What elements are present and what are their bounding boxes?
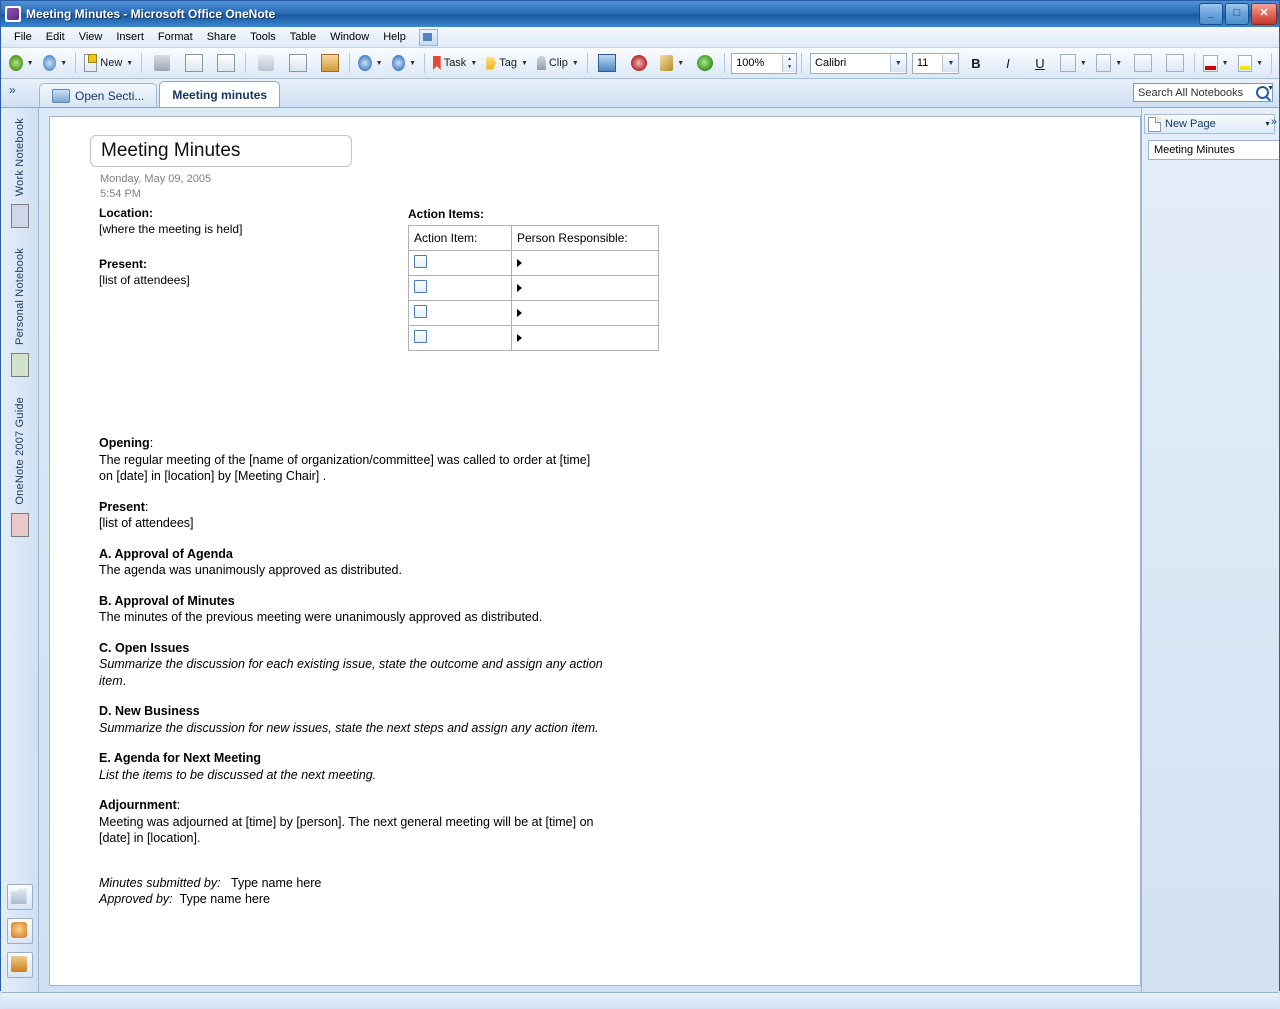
undo-icon bbox=[358, 55, 372, 71]
action-item-cell[interactable] bbox=[409, 276, 512, 301]
zoom-up-icon[interactable]: ▲ bbox=[787, 55, 793, 62]
notebook-onenote-guide[interactable] bbox=[8, 393, 32, 537]
section-e-heading: E. Agenda for Next Meeting bbox=[99, 751, 262, 765]
numbering-icon bbox=[1096, 54, 1111, 72]
search-input[interactable] bbox=[1133, 83, 1273, 102]
toolbar-separator bbox=[141, 53, 142, 73]
search-icon[interactable] bbox=[1254, 85, 1274, 100]
minutes-body[interactable]: Opening: The regular meeting of the [name of organization/committee] was called to order at [time] on [date] in [location] by [Meeting Chair] . Present: [list of attendees] A. Approval of Agenda The agenda was unanimously approved as distributed. B. Approval of Minutes The minutes of the previous meeting were unanimously approved as distributed. C. Open Issues Summarize the discussion for each existing issue, state the outcome and assign any action item. D. New Business Summarize the discussion for new issues, state the next steps and assign any action item. E. Agenda for Next Meeting List the items to be discussed at the next meeting. Adjournment: Meeting was adjourned at [time] by [person]. The next general meeting will be at [time] on [date] in [location]. Minutes submitted by: Type name here Approved by: Type name here bbox=[99, 435, 779, 908]
approved-by-value[interactable]: Type name here bbox=[179, 892, 270, 906]
person-responsible-cell[interactable] bbox=[512, 326, 659, 351]
back-dropdown-icon[interactable]: ▼ bbox=[26, 59, 34, 67]
pen-icon bbox=[660, 55, 674, 71]
notebook-personal-color-swatch bbox=[11, 353, 29, 377]
title-bar bbox=[1, 1, 1279, 27]
contact-arrow-icon bbox=[517, 334, 522, 342]
checkbox-icon[interactable] bbox=[414, 330, 427, 343]
tag-dropdown-icon[interactable]: ▼ bbox=[520, 59, 528, 67]
flag-icon bbox=[433, 56, 441, 70]
opening-text-line-1: The regular meeting of the [name of organization/committee] was called to order at [time] bbox=[99, 452, 591, 467]
new-page-button[interactable] bbox=[1144, 114, 1275, 134]
adjournment-text-line-1: Meeting was adjourned at [time] by [person]. The next general meeting will be at [time] on bbox=[99, 814, 594, 829]
section-c-text-period: . bbox=[122, 673, 127, 688]
tab-open-section-label: Open Secti... bbox=[75, 88, 145, 103]
redo-button[interactable] bbox=[388, 50, 421, 76]
font-size-combo[interactable] bbox=[912, 53, 960, 74]
maximize-button[interactable]: □ bbox=[1225, 3, 1249, 25]
table-header-row bbox=[409, 226, 659, 251]
notebook-personal[interactable] bbox=[8, 244, 32, 377]
action-items-table[interactable] bbox=[408, 225, 659, 351]
copy-button[interactable] bbox=[282, 50, 313, 76]
toolbar-separator bbox=[1271, 53, 1272, 73]
section-c-text-line-2: item bbox=[99, 673, 123, 688]
toolbar-separator bbox=[349, 53, 350, 73]
zoom-down-icon[interactable]: ▼ bbox=[787, 64, 793, 70]
bold-button[interactable]: B bbox=[971, 55, 981, 71]
tag-icon bbox=[486, 57, 496, 70]
menu-insert[interactable]: Insert bbox=[116, 31, 144, 43]
zoom-combo[interactable] bbox=[731, 53, 797, 74]
contact-arrow-icon bbox=[517, 309, 522, 317]
numbering-button[interactable] bbox=[1092, 50, 1126, 76]
back-icon bbox=[9, 55, 23, 71]
toolbar-separator bbox=[75, 53, 76, 73]
zoom-spinner[interactable] bbox=[782, 55, 796, 72]
redo-dropdown-icon[interactable]: ▼ bbox=[409, 59, 417, 67]
pen-dropdown-icon[interactable]: ▼ bbox=[677, 59, 685, 67]
navigation-expand-icon[interactable]: » bbox=[9, 83, 16, 97]
checkbox-icon[interactable] bbox=[414, 255, 427, 268]
horizontal-scrollbar[interactable] bbox=[1, 992, 1279, 1009]
find-icon bbox=[697, 55, 713, 71]
checkbox-icon[interactable] bbox=[414, 305, 427, 318]
checkbox-icon[interactable] bbox=[414, 280, 427, 293]
font-color-button[interactable] bbox=[1199, 50, 1232, 76]
adjournment-text-line-2: [date] in [location]. bbox=[99, 831, 201, 845]
workspace bbox=[1, 108, 1279, 992]
bullets-dropdown-icon[interactable]: ▼ bbox=[1079, 59, 1087, 67]
table-row[interactable] bbox=[409, 301, 659, 326]
clip-dropdown-icon[interactable]: ▼ bbox=[571, 59, 579, 67]
all-notebooks-icon bbox=[11, 956, 27, 972]
task-dropdown-icon[interactable]: ▼ bbox=[470, 59, 478, 67]
new-dropdown-icon[interactable]: ▼ bbox=[126, 59, 134, 67]
highlight-button[interactable] bbox=[1234, 50, 1267, 76]
font-name-value[interactable]: Calibri bbox=[815, 56, 847, 69]
section-a-heading: A. Approval of Agenda bbox=[99, 546, 233, 561]
toolbar-separator bbox=[245, 53, 246, 73]
numbering-dropdown-icon[interactable]: ▼ bbox=[1115, 59, 1123, 67]
printer-icon bbox=[154, 55, 170, 71]
underline-button[interactable]: U bbox=[1035, 55, 1045, 71]
section-tab-strip bbox=[1, 79, 1279, 108]
present-value: [list of attendees] bbox=[99, 273, 190, 287]
page-title: Meeting Minutes bbox=[101, 140, 241, 161]
undo-dropdown-icon[interactable]: ▼ bbox=[375, 59, 383, 67]
page-list-item-label: Meeting Minutes bbox=[1154, 144, 1235, 156]
cut-button[interactable] bbox=[250, 50, 281, 76]
location-label: Location: bbox=[99, 206, 153, 220]
section-e-text: List the items to be discussed at the next meeting. bbox=[99, 767, 377, 782]
menu-edit[interactable]: Edit bbox=[45, 31, 65, 43]
picture-icon bbox=[598, 54, 616, 72]
decrease-indent-icon bbox=[1134, 54, 1152, 72]
navigation-bottom-buttons bbox=[7, 884, 33, 992]
print-button[interactable] bbox=[146, 50, 177, 76]
section-a-text: The agenda was unanimously approved as distributed. bbox=[99, 563, 402, 577]
action-item-cell[interactable] bbox=[409, 251, 512, 276]
font-name-dropdown-icon[interactable]: ▼ bbox=[890, 55, 906, 72]
bullets-icon bbox=[1060, 54, 1075, 72]
new-page-icon bbox=[1148, 117, 1161, 132]
unfiled-notes-icon bbox=[11, 888, 27, 904]
font-size-value[interactable]: 11 bbox=[916, 56, 929, 69]
action-item-cell[interactable] bbox=[409, 326, 512, 351]
toolbar-separator bbox=[801, 53, 802, 73]
window-controls bbox=[1199, 3, 1277, 25]
find-button[interactable] bbox=[689, 50, 720, 76]
font-name-combo[interactable] bbox=[810, 53, 907, 74]
section-b-heading: B. Approval of Minutes bbox=[99, 593, 235, 608]
close-button[interactable]: ✕ bbox=[1251, 3, 1277, 25]
insert-picture-button[interactable] bbox=[592, 50, 623, 76]
menu-share[interactable]: Share bbox=[206, 31, 237, 43]
person-responsible-cell[interactable] bbox=[512, 251, 659, 276]
menu-view[interactable]: View bbox=[78, 31, 103, 43]
toolbar-separator bbox=[424, 53, 425, 73]
minimize-button[interactable]: _ bbox=[1199, 3, 1223, 25]
menu-table[interactable]: Table bbox=[289, 31, 317, 43]
new-page-label: New Page bbox=[1165, 118, 1216, 130]
print-preview-button[interactable] bbox=[178, 50, 209, 76]
table-row[interactable] bbox=[409, 251, 659, 276]
bullets-button[interactable] bbox=[1056, 50, 1090, 76]
recycle-bin-button[interactable] bbox=[7, 918, 33, 944]
opening-heading: Opening bbox=[99, 436, 150, 450]
notebook-work-color-swatch bbox=[11, 204, 29, 228]
adjournment-heading: Adjournment bbox=[99, 798, 177, 812]
list-item[interactable] bbox=[1148, 140, 1279, 160]
tab-meeting-minutes-label: Meeting minutes bbox=[172, 87, 268, 102]
decrease-indent-button[interactable] bbox=[1127, 50, 1158, 76]
person-responsible-cell[interactable] bbox=[512, 301, 659, 326]
unfiled-notes-button[interactable] bbox=[7, 884, 33, 910]
record-icon bbox=[631, 55, 647, 71]
tag-button-label: Tag bbox=[499, 57, 517, 69]
all-notebooks-button[interactable] bbox=[7, 952, 33, 978]
task-button[interactable] bbox=[429, 50, 481, 76]
font-size-dropdown-icon[interactable]: ▼ bbox=[942, 55, 958, 72]
location-value: [where the meeting is held] bbox=[99, 222, 243, 236]
section-d-heading: D. New Business bbox=[99, 704, 200, 718]
page-list-pane bbox=[1141, 108, 1279, 992]
menu-bar bbox=[1, 27, 1279, 48]
location-block[interactable] bbox=[99, 205, 242, 237]
new-button[interactable] bbox=[80, 50, 137, 76]
menu-format[interactable]: Format bbox=[157, 31, 193, 43]
search-input-value: Search All Notebooks bbox=[1138, 86, 1244, 99]
task-button-label: Task bbox=[443, 57, 467, 69]
page-date[interactable]: Monday, May 09, 2005 bbox=[100, 173, 212, 185]
envelope-icon bbox=[217, 54, 235, 72]
menu-window[interactable]: Window bbox=[330, 31, 370, 43]
open-section-icon bbox=[52, 89, 70, 103]
submitted-by-label: Minutes submitted by: bbox=[99, 875, 221, 890]
tag-button[interactable] bbox=[482, 50, 532, 76]
section-c-text-line-1: Summarize the discussion for each existing issue, state the outcome and assign any action bbox=[99, 657, 603, 671]
action-item-cell[interactable] bbox=[409, 301, 512, 326]
forward-icon bbox=[43, 55, 57, 71]
new-page-icon bbox=[84, 54, 97, 72]
print-preview-icon bbox=[185, 54, 203, 72]
notebook-navigation-bar bbox=[1, 108, 39, 992]
page-title-box[interactable] bbox=[90, 135, 352, 167]
notebook-work[interactable] bbox=[8, 114, 32, 228]
present-text: [list of attendees] bbox=[99, 516, 194, 530]
page-list-expand-icon[interactable]: » bbox=[1270, 116, 1277, 128]
note-page[interactable] bbox=[49, 116, 1141, 986]
action-items-heading: Action Items: bbox=[408, 207, 485, 221]
forward-button[interactable] bbox=[39, 50, 72, 76]
toolbar-separator bbox=[1194, 53, 1195, 73]
send-to-onenote-icon[interactable] bbox=[419, 29, 438, 46]
notebook-onenote-guide-label: OneNote 2007 Guide bbox=[13, 397, 26, 505]
clip-button[interactable] bbox=[533, 50, 583, 76]
new-button-label: New bbox=[100, 57, 123, 69]
italic-button[interactable]: I bbox=[1006, 55, 1010, 71]
onenote-app-icon bbox=[5, 6, 21, 22]
section-c-heading: C. Open Issues bbox=[99, 640, 190, 655]
present-label: Present: bbox=[99, 257, 148, 271]
paste-icon bbox=[321, 54, 339, 72]
scissors-icon bbox=[258, 55, 274, 71]
submitted-by-value[interactable]: Type name here bbox=[231, 875, 322, 890]
contact-arrow-icon bbox=[517, 259, 522, 267]
tab-open-section[interactable] bbox=[39, 83, 157, 107]
column-header-action-item: Action Item: bbox=[409, 226, 512, 251]
toolbar-separator bbox=[724, 53, 725, 73]
font-color-dropdown-icon[interactable]: ▼ bbox=[1221, 59, 1229, 67]
window-title: Meeting Minutes - Microsoft Office OneNote bbox=[26, 7, 276, 21]
pen-button[interactable] bbox=[656, 50, 689, 76]
forward-dropdown-icon[interactable]: ▼ bbox=[60, 59, 68, 67]
paste-button[interactable] bbox=[314, 50, 345, 76]
clip-icon bbox=[537, 56, 546, 70]
increase-indent-icon bbox=[1166, 54, 1184, 72]
table-row[interactable] bbox=[409, 326, 659, 351]
highlighter-icon bbox=[1238, 55, 1253, 72]
redo-icon bbox=[392, 55, 406, 71]
page-canvas-area bbox=[39, 108, 1141, 992]
menu-tools[interactable]: Tools bbox=[250, 31, 276, 43]
toolbar-separator bbox=[587, 53, 588, 73]
undo-button[interactable] bbox=[354, 50, 387, 76]
increase-indent-button[interactable] bbox=[1159, 50, 1190, 76]
present-block[interactable] bbox=[99, 256, 190, 288]
highlight-dropdown-icon[interactable]: ▼ bbox=[1256, 59, 1264, 67]
notebook-work-label: Work Notebook bbox=[13, 118, 26, 197]
present-heading: Present bbox=[99, 499, 145, 514]
section-d-text: Summarize the discussion for new issues, state the next steps and assign any action item. bbox=[99, 720, 599, 735]
column-header-person-responsible: Person Responsible: bbox=[512, 226, 659, 251]
record-audio-button[interactable] bbox=[624, 50, 655, 76]
contact-arrow-icon bbox=[517, 284, 522, 292]
opening-text-line-2: on [date] in [location] by [Meeting Chair] . bbox=[99, 469, 327, 483]
section-b-text: The minutes of the previous meeting were unanimously approved as distributed. bbox=[99, 610, 543, 624]
page-time[interactable]: 5:54 PM bbox=[100, 188, 141, 200]
copy-icon bbox=[289, 54, 307, 72]
person-responsible-cell[interactable] bbox=[512, 276, 659, 301]
font-color-icon bbox=[1203, 55, 1218, 72]
recycle-bin-icon bbox=[11, 922, 27, 938]
email-button[interactable] bbox=[210, 50, 241, 76]
new-page-dropdown-icon[interactable]: ▼ bbox=[1264, 120, 1271, 128]
notebook-onenote-guide-color-swatch bbox=[11, 513, 29, 537]
standard-toolbar bbox=[1, 48, 1279, 79]
table-row[interactable] bbox=[409, 276, 659, 301]
approved-by-label: Approved by: bbox=[99, 892, 173, 906]
menu-help[interactable]: Help bbox=[383, 31, 406, 43]
notebook-personal-label: Personal Notebook bbox=[13, 248, 26, 346]
page-content bbox=[50, 117, 1140, 985]
clip-button-label: Clip bbox=[548, 57, 568, 69]
zoom-value[interactable]: 100% bbox=[736, 56, 765, 69]
search-dropdown-icon[interactable]: ▼ bbox=[1267, 85, 1274, 92]
menu-file[interactable]: File bbox=[14, 31, 32, 43]
back-button[interactable] bbox=[5, 50, 38, 76]
tab-meeting-minutes[interactable] bbox=[159, 81, 280, 107]
